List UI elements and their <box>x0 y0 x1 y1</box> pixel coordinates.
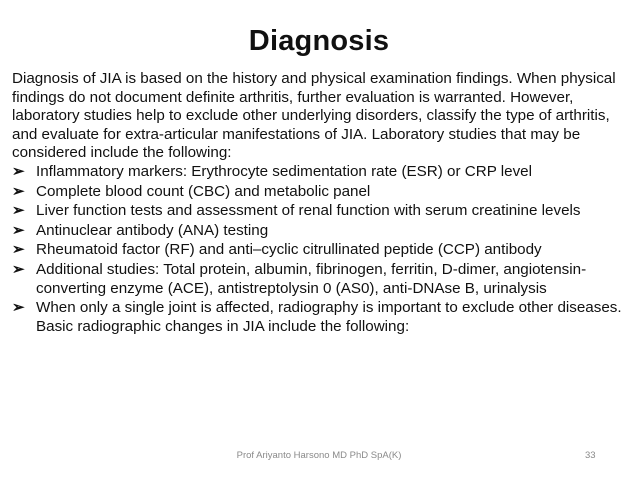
page-number: 33 <box>585 450 596 461</box>
arrow-bullet-icon: ➢ <box>12 221 25 239</box>
arrow-bullet-icon: ➢ <box>12 202 25 220</box>
bullet-text: Complete blood count (CBC) and metabolic panel <box>36 182 371 200</box>
bullet-item <box>12 202 632 221</box>
bullet-item <box>12 299 632 336</box>
bullet-text: Rheumatoid factor (RF) and anti–cyclic citrullinated peptide (CCP) antibody <box>36 241 542 259</box>
arrow-bullet-icon: ➢ <box>12 299 25 317</box>
bullet-text: Inflammatory markers: Erythrocyte sedimentation rate (ESR) or CRP level <box>36 162 533 180</box>
arrow-bullet-icon: ➢ <box>12 182 25 200</box>
slide-body <box>12 70 632 337</box>
bullet-item <box>12 222 632 241</box>
bullet-text: Additional studies: Total protein, albumin, fibrinogen, ferritin, D-dimer, angiotensin-converting enzyme (ACE), antistreptolysin 0 (AS0), anti-DNAse B, urinalysis <box>36 260 587 297</box>
arrow-bullet-icon: ➢ <box>12 260 25 278</box>
bullet-item <box>12 163 632 182</box>
bullet-item <box>12 183 632 202</box>
bullet-item <box>12 261 632 298</box>
bullet-text: When only a single joint is affected, radiography is important to exclude other diseases. Basic radiographic changes in JIA include the following: <box>36 299 622 335</box>
slide-title: Diagnosis <box>248 25 390 57</box>
bullet-text: Liver function tests and assessment of renal function with serum creatinine levels <box>36 202 581 220</box>
intro-paragraph: Diagnosis of JIA is based on the history and physical examination findings. When physical findings do not document definite arthritis, further evaluation is warranted. However, laboratory studies help to exclude other underlying disorders, classify the type of arthritis, and evaluate for extra-articular manifestations of JIA. Laboratory studies that may be considered include the following: <box>12 70 616 162</box>
arrow-bullet-icon: ➢ <box>12 241 25 259</box>
footer-author: Prof Ariyanto Harsono MD PhD SpA(K) <box>236 450 402 461</box>
bullet-text: Antinuclear antibody (ANA) testing <box>36 221 269 239</box>
arrow-bullet-icon: ➢ <box>12 162 25 180</box>
bullet-item <box>12 241 632 260</box>
bullet-list <box>12 163 632 336</box>
